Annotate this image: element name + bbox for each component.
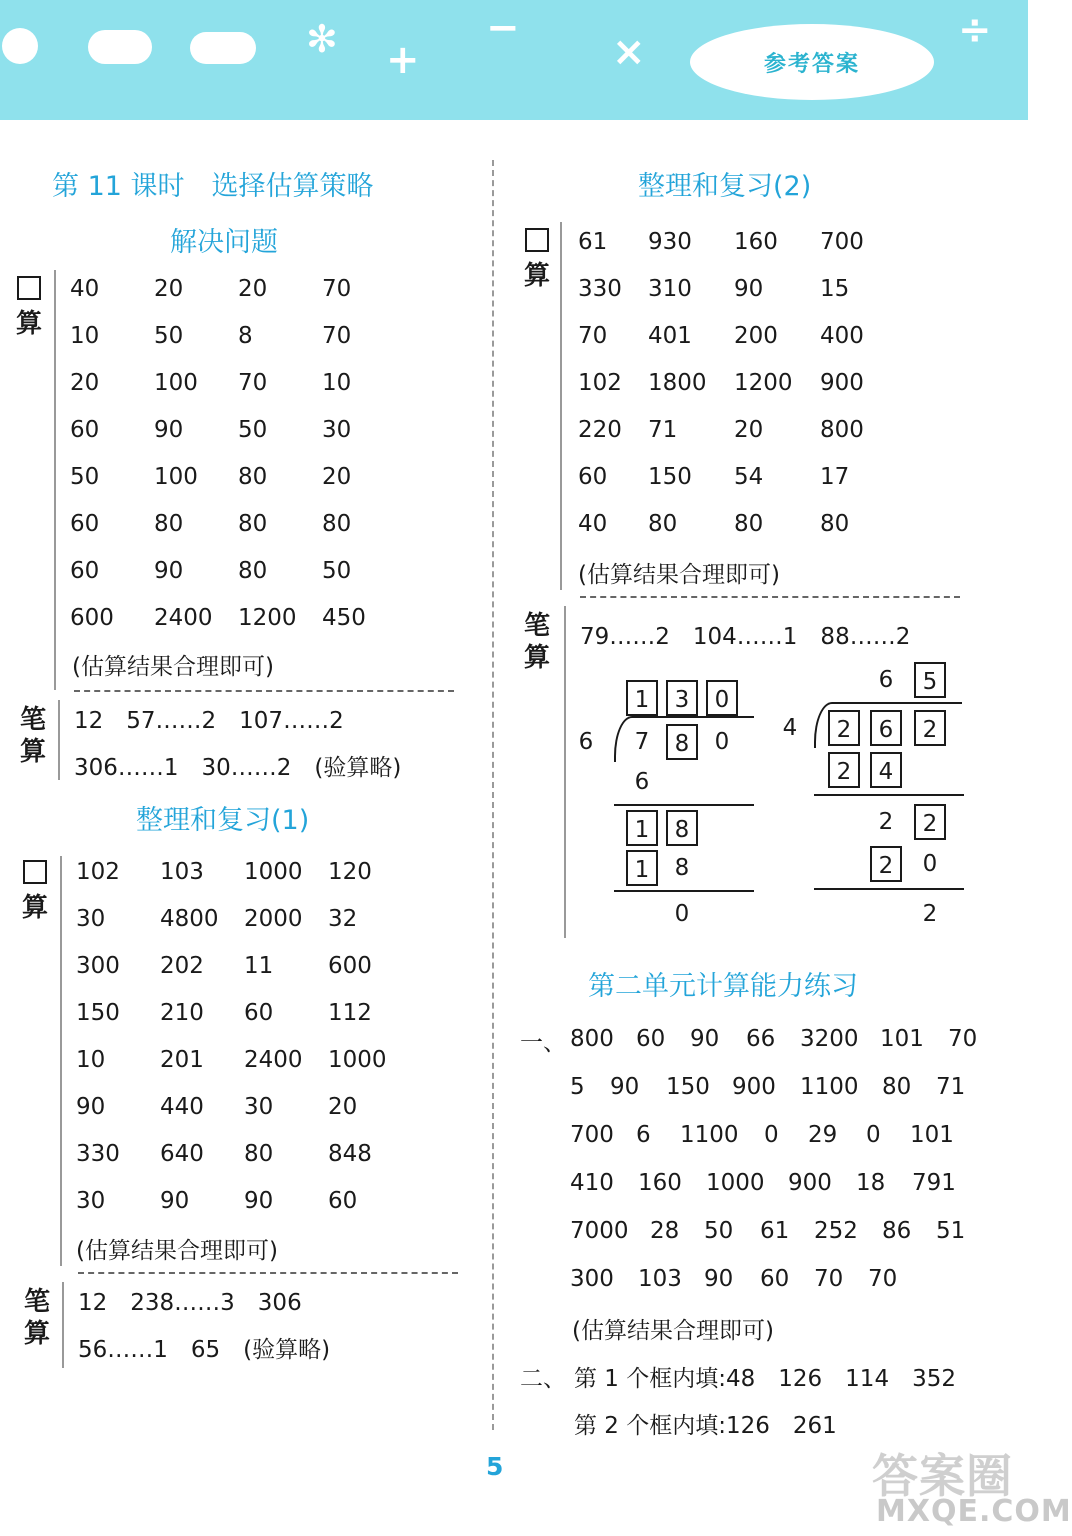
box-glyph [525,228,549,252]
answer-cell: 1800 [648,370,707,396]
answer-cell: 90 [160,1188,190,1214]
answer-row [578,266,958,313]
answer-row [70,313,450,360]
written-answer-line: 12 57……2 107……2 [74,708,344,734]
oral-calc-label [20,860,50,924]
quotient-digit: 1 [626,680,658,716]
long-division-262-by-4 [774,660,974,936]
answer-cell: 112 [328,1000,372,1026]
box-glyph [23,860,47,884]
answer-row [570,1255,1010,1303]
answer-cell: 210 [160,1000,204,1026]
answer-row [578,360,958,407]
dividend-digit: 7 [634,729,650,755]
quotient-digit: 5 [914,662,946,698]
oral-answers-grid [70,266,450,642]
answer-cell: 900 [820,370,864,396]
answer-cell: 1200 [734,370,793,396]
step-digit: 0 [922,851,938,877]
answer-cell: 2400 [244,1047,303,1073]
answer-cell: 0 [866,1122,881,1148]
step-digit: 2 [914,804,946,840]
section-rule [58,700,60,780]
answer-cell: 90 [734,276,764,302]
oral-label-text: 算 [523,261,550,291]
answer-cell: 120 [328,859,372,885]
written-answer-line: 79……2 104……1 88……2 [580,624,911,650]
subtraction-rule [614,804,754,806]
answer-cell: 600 [70,605,114,631]
section-title-problem-solving: 解决问题 [170,227,278,258]
section-divider [580,596,960,598]
answer-cell: 60 [70,558,100,584]
answer-cell: 80 [882,1074,912,1100]
answer-cell: 80 [244,1141,274,1167]
answer-cell: 50 [70,464,100,490]
answer-cell: 101 [910,1122,954,1148]
answer-cell: 66 [746,1026,776,1052]
answer-cell: 1100 [800,1074,859,1100]
remainder-digit: 0 [674,901,690,927]
quotient-digit: 0 [706,680,738,716]
answer-cell: 700 [570,1122,614,1148]
answer-cell: 5 [570,1074,585,1100]
written-label-char: 算 [19,737,46,767]
answer-cell: 2000 [244,906,303,932]
answer-cell: 1200 [238,605,297,631]
answer-cell: 80 [238,464,268,490]
answer-cell: 600 [328,953,372,979]
oral-calc-label [14,276,44,340]
written-calc-label [18,704,48,768]
answer-cell: 410 [570,1170,614,1196]
answer-cell: 60 [328,1188,358,1214]
answer-cell: 1100 [680,1122,739,1148]
answer-cell: 40 [578,511,608,537]
dividend-digit: 6 [870,710,902,746]
answer-row [570,1111,1010,1159]
answer-cell: 80 [238,511,268,537]
long-division-780-by-6 [570,676,770,936]
answer-cell: 17 [820,464,850,490]
subtraction-rule [814,794,964,796]
estimate-note: (估算结果合理即可) [572,1318,774,1344]
answer-cell: 401 [648,323,692,349]
written-calc-label [522,610,552,674]
answer-row [578,501,958,548]
part-1-label: 一、 [520,1030,566,1056]
estimate-note: (估算结果合理即可) [72,654,274,680]
written-label-char: 算 [23,1319,50,1349]
answer-cell: 30 [244,1094,274,1120]
answer-cell: 102 [578,370,622,396]
answer-row [76,1131,456,1178]
answer-cell: 160 [734,229,778,255]
answer-row [570,1015,1010,1063]
answer-cell: 30 [76,906,106,932]
answer-row [70,407,450,454]
cloud-decoration [190,32,256,64]
step-digit: 4 [870,752,902,788]
answer-cell: 50 [322,558,352,584]
answer-cell: 20 [154,276,184,302]
answer-cell: 40 [70,276,100,302]
answer-cell: 150 [648,464,692,490]
answer-cell: 90 [690,1026,720,1052]
section-rule [62,1282,64,1368]
answer-cell: 20 [734,417,764,443]
answer-cell: 60 [70,417,100,443]
step-digit: 1 [626,850,658,886]
fill-box-answer-line: 第 2 个框内填:126 261 [574,1413,837,1439]
answer-row [70,548,450,595]
answer-cell: 102 [76,859,120,885]
step-digit: 1 [626,810,658,846]
answer-cell: 54 [734,464,764,490]
answer-cell: 900 [732,1074,776,1100]
answer-cell: 70 [948,1026,978,1052]
snowflake-icon: ✻ [306,17,338,61]
oral-calc-label [522,228,552,292]
review2-answers-grid [578,219,958,548]
answer-cell: 71 [936,1074,966,1100]
answer-cell: 440 [160,1094,204,1120]
dividend-digit: 0 [714,729,730,755]
times-icon: × [612,29,646,75]
step-digit: 2 [878,809,894,835]
answer-cell: 800 [570,1026,614,1052]
section-divider [74,690,454,692]
remainder-digit: 2 [922,901,938,927]
answer-cell: 15 [820,276,850,302]
answer-cell: 7000 [570,1218,629,1244]
answer-cell: 20 [322,464,352,490]
answer-cell: 800 [820,417,864,443]
answer-cell: 20 [328,1094,358,1120]
lesson-title: 第 11 课时 选择估算策略 [52,171,374,202]
written-label-char: 笔 [23,1287,50,1317]
answer-cell: 103 [638,1266,682,1292]
answer-cell: 160 [638,1170,682,1196]
answer-row [76,990,456,1037]
divide-icon: ÷ [958,7,992,53]
answer-cell: 20 [238,276,268,302]
watermark-logo: 答案圈 [872,1449,1013,1503]
column-divider [492,160,494,1430]
answer-cell: 252 [814,1218,858,1244]
answer-cell: 1000 [328,1047,387,1073]
answer-cell: 150 [76,1000,120,1026]
answer-cell: 200 [734,323,778,349]
answer-cell: 60 [760,1266,790,1292]
answer-row [70,360,450,407]
answer-cell: 330 [578,276,622,302]
answer-cell: 90 [154,558,184,584]
answer-cell: 90 [610,1074,640,1100]
step-digit: 8 [674,855,690,881]
answer-cell: 6 [636,1122,651,1148]
estimate-note: (估算结果合理即可) [578,562,780,588]
answer-cell: 640 [160,1141,204,1167]
answer-cell: 400 [820,323,864,349]
answer-cell: 32 [328,906,358,932]
answer-cell: 60 [578,464,608,490]
written-label-char: 笔 [523,611,550,641]
dividend-digit: 8 [666,724,698,760]
answer-cell: 60 [244,1000,274,1026]
unit2-answers-grid [570,1015,1010,1303]
oral-label-text: 算 [21,893,48,923]
answer-row [578,219,958,266]
answer-cell: 80 [238,558,268,584]
answer-cell: 70 [578,323,608,349]
answer-row [570,1159,1010,1207]
answer-cell: 1000 [244,859,303,885]
written-calc-label [22,1286,52,1350]
answer-cell: 300 [76,953,120,979]
answer-cell: 300 [570,1266,614,1292]
answer-cell: 28 [650,1218,680,1244]
answer-cell: 202 [160,953,204,979]
answer-cell: 4800 [160,906,219,932]
answer-cell: 90 [76,1094,106,1120]
answer-cell: 700 [820,229,864,255]
answer-row [76,896,456,943]
answer-row [76,943,456,990]
cloud-decoration [2,28,38,64]
answer-cell: 51 [936,1218,966,1244]
answer-cell: 50 [238,417,268,443]
step-digit: 8 [666,810,698,846]
answer-row [578,407,958,454]
answer-cell: 80 [734,511,764,537]
answer-cell: 100 [154,370,198,396]
answer-cell: 71 [648,417,678,443]
answer-cell: 201 [160,1047,204,1073]
header-band [0,0,1028,120]
step-digit: 2 [828,752,860,788]
section-rule [60,856,62,1266]
estimate-note: (估算结果合理即可) [76,1238,278,1264]
answer-cell: 791 [912,1170,956,1196]
dividend-digit: 2 [828,710,860,746]
answer-cell: 80 [322,511,352,537]
answer-cell: 60 [636,1026,666,1052]
answer-cell: 90 [704,1266,734,1292]
written-answer-line: 12 238……3 306 [78,1290,302,1316]
answer-row [76,1178,456,1225]
review1-answers-grid [76,849,456,1225]
answer-cell: 220 [578,417,622,443]
answer-cell: 70 [322,323,352,349]
answer-cell: 101 [880,1026,924,1052]
quotient-digit: 6 [878,667,894,693]
answer-cell: 30 [322,417,352,443]
written-label-char: 笔 [19,705,46,735]
section-title-unit-2: 第二单元计算能力练习 [588,971,858,1002]
subtraction-rule [614,890,754,892]
answer-cell: 10 [70,323,100,349]
written-answer-line: 306……1 30……2 (验算略) [74,755,402,781]
section-rule [54,270,56,690]
section-rule [560,222,562,590]
divisor: 4 [782,715,798,741]
answer-cell: 18 [856,1170,886,1196]
dividend-digit: 2 [914,710,946,746]
page-number: 5 [486,1452,504,1481]
step-digit: 6 [634,769,650,795]
answer-cell: 103 [160,859,204,885]
answer-cell: 2400 [154,605,213,631]
answer-cell: 61 [578,229,608,255]
answer-cell: 100 [154,464,198,490]
answer-row [76,1037,456,1084]
answer-cell: 1000 [706,1170,765,1196]
answer-row [578,313,958,360]
answer-cell: 330 [76,1141,120,1167]
answer-cell: 11 [244,953,274,979]
written-label-char: 算 [523,643,550,673]
section-title-review-2: 整理和复习(2) [638,171,812,202]
answer-cell: 450 [322,605,366,631]
answer-row [70,501,450,548]
answer-cell: 80 [154,511,184,537]
answer-row [578,454,958,501]
answer-cell: 50 [704,1218,734,1244]
answer-cell: 90 [244,1188,274,1214]
answer-row [70,454,450,501]
answer-row [76,1084,456,1131]
fill-box-answer-line: 第 1 个框内填:48 126 114 352 [574,1366,956,1392]
section-rule [564,606,566,938]
answer-cell: 29 [808,1122,838,1148]
answer-cell: 30 [76,1188,106,1214]
answer-row [570,1207,1010,1255]
answer-cell: 930 [648,229,692,255]
part-2-label: 二、 [520,1366,566,1392]
answer-cell: 80 [648,511,678,537]
divisor: 6 [578,729,594,755]
answer-cell: 20 [70,370,100,396]
quotient-digit: 3 [666,680,698,716]
answer-cell: 86 [882,1218,912,1244]
answer-cell: 61 [760,1218,790,1244]
answer-cell: 10 [76,1047,106,1073]
answer-cell: 150 [666,1074,710,1100]
answer-row [70,266,450,313]
box-glyph [17,276,41,300]
answer-cell: 3200 [800,1026,859,1052]
answer-cell: 8 [238,323,253,349]
answer-cell: 900 [788,1170,832,1196]
answer-cell: 70 [814,1266,844,1292]
answer-cell: 90 [154,417,184,443]
oral-label-text: 算 [15,309,42,339]
answer-cell: 310 [648,276,692,302]
answer-cell: 70 [868,1266,898,1292]
step-digit: 2 [870,846,902,882]
section-divider [78,1272,458,1274]
answer-cell: 80 [820,511,850,537]
answer-cell: 10 [322,370,352,396]
answer-row [76,849,456,896]
answer-row [70,595,450,642]
answer-cell: 848 [328,1141,372,1167]
answer-cell: 60 [70,511,100,537]
answer-cell: 70 [238,370,268,396]
watermark-url: MXQE.COM [876,1494,1072,1529]
answer-cell: 0 [764,1122,779,1148]
answer-row [570,1063,1010,1111]
cloud-decoration [88,30,152,64]
answer-key-tag: 参考答案 [690,24,934,100]
written-answer-line: 56……1 65 (验算略) [78,1337,331,1363]
answer-cell: 70 [322,276,352,302]
minus-icon: − [486,5,520,51]
subtraction-rule [814,888,964,890]
answer-cell: 50 [154,323,184,349]
section-title-review-1: 整理和复习(1) [136,805,310,836]
plus-icon: + [386,37,420,83]
